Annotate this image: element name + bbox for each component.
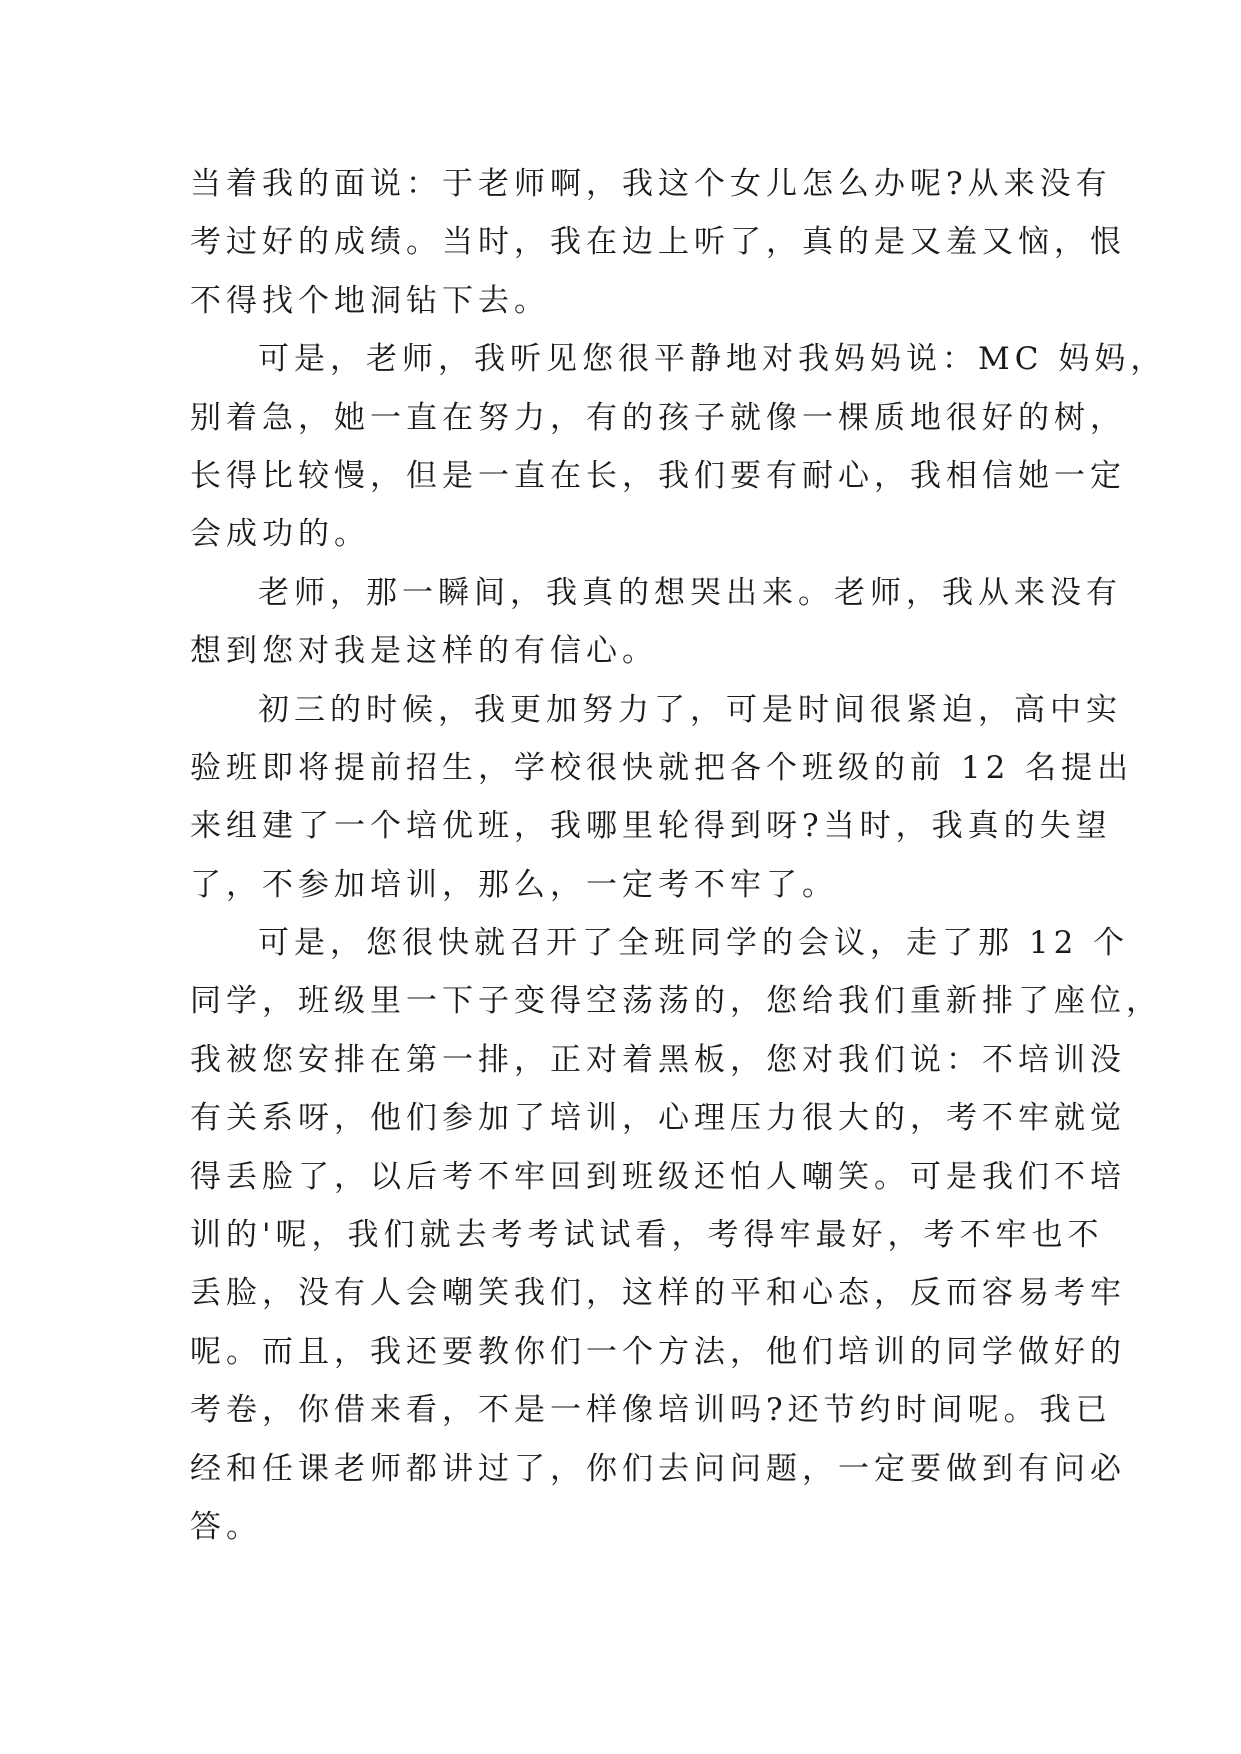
text-line: 了，不参加培训，那么，一定考不牢了。 — [190, 866, 838, 903]
text-line: 有关系呀，他们参加了培训，心理压力很大的，考不牢就觉 — [190, 1100, 1126, 1137]
paragraph — [190, 681, 1134, 915]
text-line: 呢。而且，我还要教你们一个方法，他们培训的同学做好的 — [190, 1333, 1126, 1370]
text-line: 验班即将提前招生，学校很快就把各个班级的前 12 名提出 — [190, 749, 1134, 786]
text-line: 同学，班级里一下子变得空荡荡的，您给我们重新排了座位， — [190, 983, 1162, 1020]
text-line: 会成功的。 — [190, 516, 370, 553]
text-line: 考过好的成绩。当时，我在边上听了，真的是又羞又恼，恨 — [190, 224, 1126, 261]
text-line: 老师，那一瞬间，我真的想哭出来。老师，我从来没有 — [258, 574, 1122, 611]
paragraph — [190, 914, 1162, 1556]
text-line: 训的'呢，我们就去考考试试看，考得牢最好，考不牢也不 — [190, 1217, 1104, 1254]
paragraph — [190, 155, 1126, 330]
text-line: 丢脸，没有人会嘲笑我们，这样的平和心态，反而容易考牢 — [190, 1275, 1126, 1312]
text-line: 长得比较慢，但是一直在长，我们要有耐心，我相信她一定 — [190, 457, 1126, 494]
text-line: 答。 — [190, 1508, 262, 1545]
text-line: 我被您安排在第一排，正对着黑板，您对我们说：不培训没 — [190, 1041, 1126, 1078]
paragraph — [190, 330, 1167, 564]
paragraph — [190, 564, 1122, 681]
body-text — [190, 155, 1167, 1556]
text-line: 当着我的面说：于老师啊，我这个女儿怎么办呢?从来没有 — [190, 166, 1112, 202]
text-line: 可是，老师，我听见您很平静地对我妈妈说：MC 妈妈， — [258, 341, 1167, 378]
text-line: 想到您对我是这样的有信心。 — [190, 633, 658, 670]
text-line: 初三的时候，我更加努力了，可是时间很紧迫，高中实 — [258, 691, 1122, 728]
text-line: 不得找个地洞钻下去。 — [190, 282, 550, 319]
text-line: 来组建了一个培优班，我哪里轮得到呀?当时，我真的失望 — [190, 808, 1112, 845]
text-line: 经和任课老师都讲过了，你们去问问题，一定要做到有问必 — [190, 1450, 1126, 1487]
text-line: 别着急，她一直在努力，有的孩子就像一棵质地很好的树， — [190, 399, 1126, 436]
text-line: 得丢脸了，以后考不牢回到班级还怕人嘲笑。可是我们不培 — [190, 1158, 1126, 1195]
text-line: 考卷，你借来看，不是一样像培训吗?还节约时间呢。我已 — [190, 1392, 1112, 1429]
text-line: 可是，您很快就召开了全班同学的会议，走了那 12 个 — [258, 925, 1130, 962]
